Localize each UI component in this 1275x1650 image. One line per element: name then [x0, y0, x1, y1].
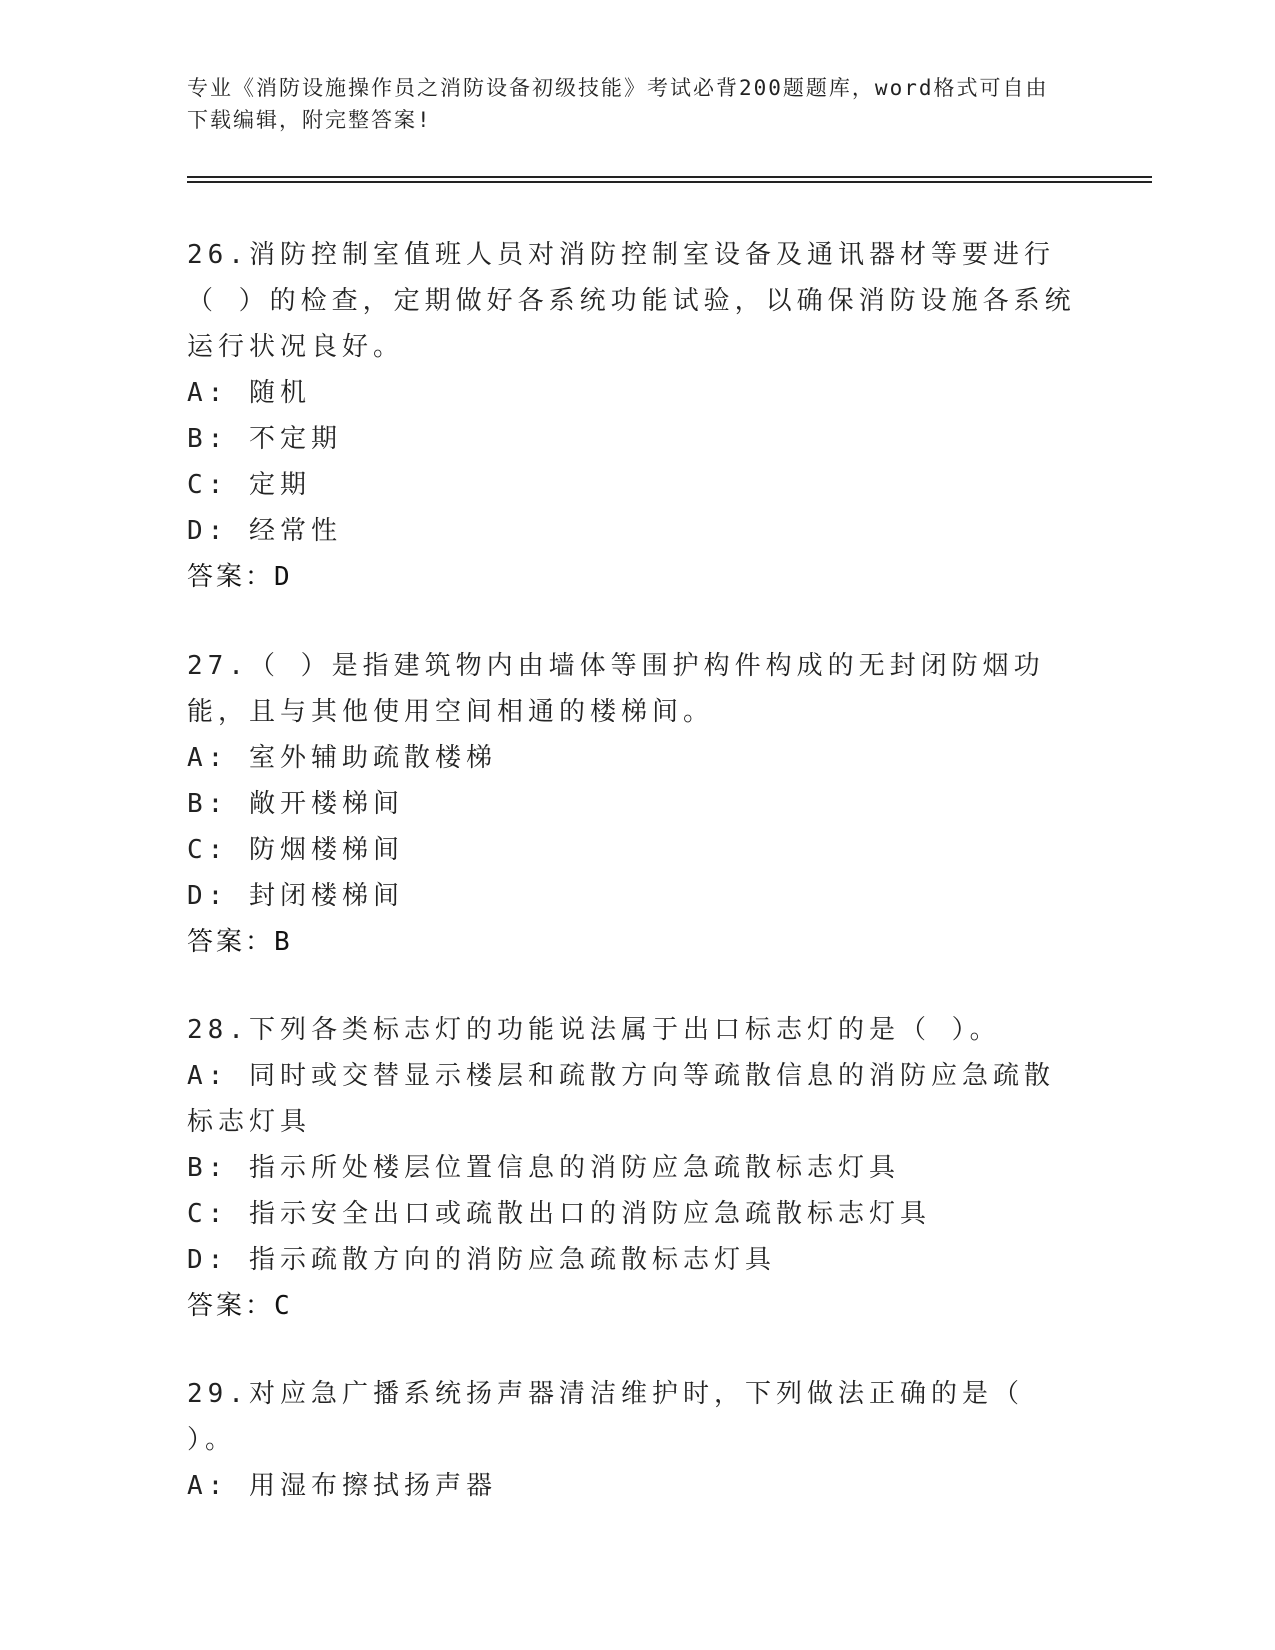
header-divider-bottom — [187, 181, 1152, 183]
option-a: A: 室外辅助疏散楼梯 — [187, 743, 497, 773]
option-c: C: 指示安全出口或疏散出口的消防应急疏散标志灯具 — [187, 1199, 931, 1229]
option-d: D: 封闭楼梯间 — [187, 881, 404, 911]
answer-line: 答案：D — [187, 562, 293, 592]
question-stem: 28.下列各类标志灯的功能说法属于出口标志灯的是（ ）。 — [187, 1015, 1001, 1045]
question-26 — [187, 232, 1077, 600]
answer-line: 答案：C — [187, 1291, 293, 1321]
option-c: C: 定期 — [187, 470, 311, 500]
option-b: B: 敞开楼梯间 — [187, 789, 404, 819]
question-27 — [187, 643, 1077, 965]
option-b: B: 指示所处楼层位置信息的消防应急疏散标志灯具 — [187, 1153, 900, 1183]
question-29 — [187, 1371, 1077, 1509]
option-a: A: 同时或交替显示楼层和疏散方向等疏散信息的消防应急疏散标志灯具 — [187, 1061, 1055, 1137]
question-stem: 29.对应急广播系统扬声器清洁维护时，下列做法正确的是（ ）。 — [187, 1379, 1024, 1455]
option-a: A: 随机 — [187, 378, 311, 408]
option-c: C: 防烟楼梯间 — [187, 835, 404, 865]
option-d: D: 指示疏散方向的消防应急疏散标志灯具 — [187, 1245, 776, 1275]
answer-line: 答案：B — [187, 927, 293, 957]
question-28 — [187, 1007, 1077, 1329]
option-d: D: 经常性 — [187, 516, 342, 546]
question-stem: 27.（ ）是指建筑物内由墙体等围护构件构成的无封闭防烟功能，且与其他使用空间相通的楼梯间。 — [187, 651, 1045, 727]
header-divider-top — [187, 176, 1152, 178]
question-stem: 26.消防控制室值班人员对消防控制室设备及通讯器材等要进行（ ）的检查，定期做好各系统功能试验，以确保消防设施各系统运行状况良好。 — [187, 240, 1076, 362]
option-a: A: 用湿布擦拭扬声器 — [187, 1471, 497, 1501]
option-b: B: 不定期 — [187, 424, 342, 454]
document-header: 专业《消防设施操作员之消防设备初级技能》考试必背200题题库，word格式可自由下载编辑，附完整答案! — [187, 76, 1049, 132]
